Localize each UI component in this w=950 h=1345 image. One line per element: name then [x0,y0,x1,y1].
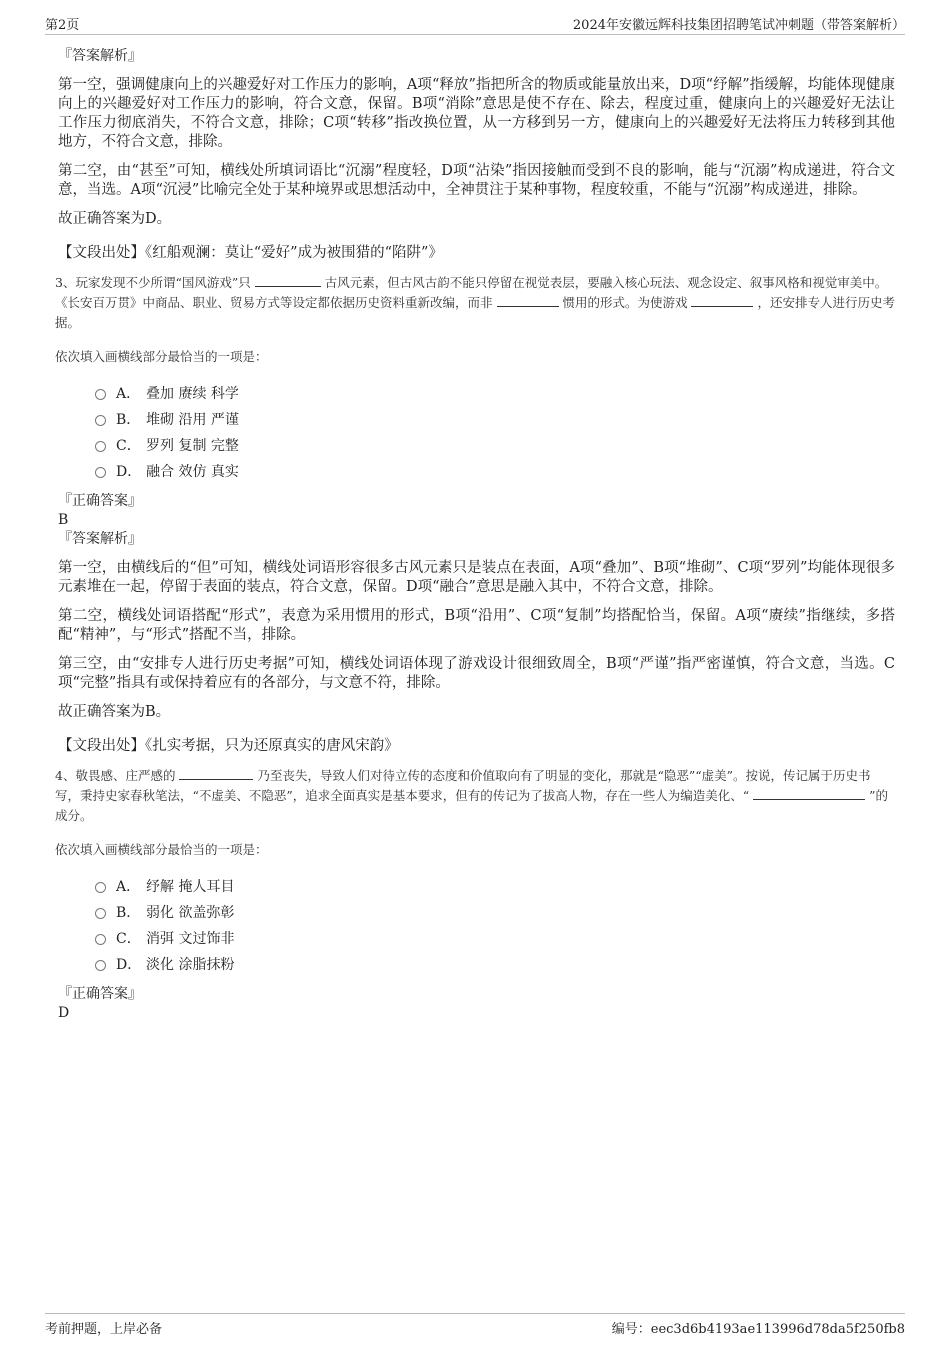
page-footer [45,1313,905,1336]
q2-analysis-para-1: 第一空，强调健康向上的兴趣爱好对工作压力的影响，A项“释放”指把所含的物质或能量放出来，D项“纾解”指缓解，均能体现健康向上的兴趣爱好对工作压力的影响，符合文意，保留。B项“消除”意思是使不存在、除去，程度过重，健康向上的兴趣爱好无法让工作压力彻底消失，不符合文意，排除；C项“转移”指改换位置，从一方移到另一方，健康向上的兴趣爱好无法将压力转移到其他地方，不符合文意，排除。 [58,77,895,150]
q2-conclusion: 故正确答案为D。 [58,211,172,227]
page-content [55,42,895,1022]
q3-option-d[interactable]: D． 融合 效仿 真实 [95,459,895,485]
q3-correct-answer: B [58,512,69,528]
q4-option-b[interactable]: B． 弱化 欲盖弥彰 [95,900,895,926]
q3-option-b[interactable]: B． 堆砌 沿用 严谨 [95,407,895,433]
q3-correct-label: 『正确答案』 [58,493,142,509]
footer-slogan: 考前押题，上岸必备 [45,1322,163,1337]
blank-2 [753,786,865,800]
q4-correct-label: 『正确答案』 [58,986,142,1002]
q3-conclusion: 故正确答案为B。 [58,704,171,720]
q4-stem: 4、敬畏感、庄严感的 乃至丧失，导致人们对待立传的态度和价值取向有了明显的变化，那就是“隐恶”“虚美”。按说，传记属于历史书写，秉持史家春秋笔法，“不虚美、不隐恶”，追求全面真实是基本要求，但有的传记为了拔高人物，存在一些人为编造美化、“ ”的成分。 [55,768,889,823]
radio-icon[interactable] [95,908,106,919]
q3-analysis-para-1: 第一空，由横线后的“但”可知，横线处词语形容很多古风元素只是装点在表面，A项“叠加”、B项“堆砌”、C项“罗列”均能体现很多元素堆在一起，停留于表面的装点，符合文意，保留。D项“融合”意思是融入其中，不符合文意，排除。 [58,560,895,595]
q3-option-c[interactable]: C． 罗列 复制 完整 [95,433,895,459]
q4-option-c[interactable]: C． 消弭 文过饰非 [95,926,895,952]
q4-correct-answer: D [58,1005,70,1021]
q3-analysis-para-3: 第三空，由“安排专人进行历史考据”可知，横线处词语体现了游戏设计很细致周全，B项“严谨”指严密谨慎，符合文意，当选。C项“完整”指具有或保持着应有的各部分，与文意不符，排除。 [58,656,895,691]
blank-1 [255,273,321,287]
q3-source: 【文段出处】《扎实考据，只为还原真实的唐风宋韵》 [58,738,399,754]
radio-icon[interactable] [95,441,106,452]
q4-options [95,874,895,978]
radio-icon[interactable] [95,934,106,945]
q4-prompt: 依次填入画横线部分最恰当的一项是： [55,842,268,857]
q3-prompt: 依次填入画横线部分最恰当的一项是： [55,349,268,364]
q3-stem: 3、玩家发现不少所谓“国风游戏”只 古风元素，但古风古韵不能只停留在视觉表层，要融入核心玩法、观念设定、叙事风格和视觉审美中。《长安百万贯》中商品、职业、贸易方式等设定都依据历史资料重新改编，而非 惯用的形式。为使游戏 ，还安排专人进行历史考据。 [55,275,895,330]
q2-analysis-label: 『答案解析』 [58,48,142,64]
radio-icon[interactable] [95,389,106,400]
radio-icon[interactable] [95,960,106,971]
radio-icon[interactable] [95,415,106,426]
page-number: 第2页 [45,18,80,33]
blank-3 [691,293,753,307]
q2-source: 【文段出处】《红船观澜：莫让“爱好”成为被围猎的“陷阱”》 [58,245,443,261]
q3-option-a[interactable]: A． 叠加 赓续 科学 [95,381,895,407]
q3-analysis-para-2: 第二空，横线处词语搭配“形式”，表意为采用惯用的形式，B项“沿用”、C项“复制”均搭配恰当，保留。A项“赓续”指继续，多搭配“精神”，与“形式”搭配不当，排除。 [58,608,895,643]
document-id: 编号：eec3d6b4193ae113996d78da5f250fb8 [611,1322,905,1337]
q3-analysis-label: 『答案解析』 [58,531,142,547]
blank-1 [179,766,253,780]
q2-analysis-para-2: 第二空，由“甚至”可知，横线处所填词语比“沉溺”程度轻，D项“沾染”指因接触而受到不良的影响，能与“沉溺”构成递进，符合文意，当选。A项“沉浸”比喻完全处于某种境界或思想活动中，全神贯注于某种事物，程度较重，不能与“沉溺”构成递进，排除。 [58,163,895,198]
q4-option-a[interactable]: A． 纾解 掩人耳目 [95,874,895,900]
q4-option-d[interactable]: D． 淡化 涂脂抹粉 [95,952,895,978]
q3-options [95,381,895,485]
document-title: 2024年安徽远辉科技集团招聘笔试冲刺题（带答案解析） [572,18,905,33]
blank-2 [497,293,559,307]
radio-icon[interactable] [95,467,106,478]
radio-icon[interactable] [95,882,106,893]
page-header [45,14,905,35]
